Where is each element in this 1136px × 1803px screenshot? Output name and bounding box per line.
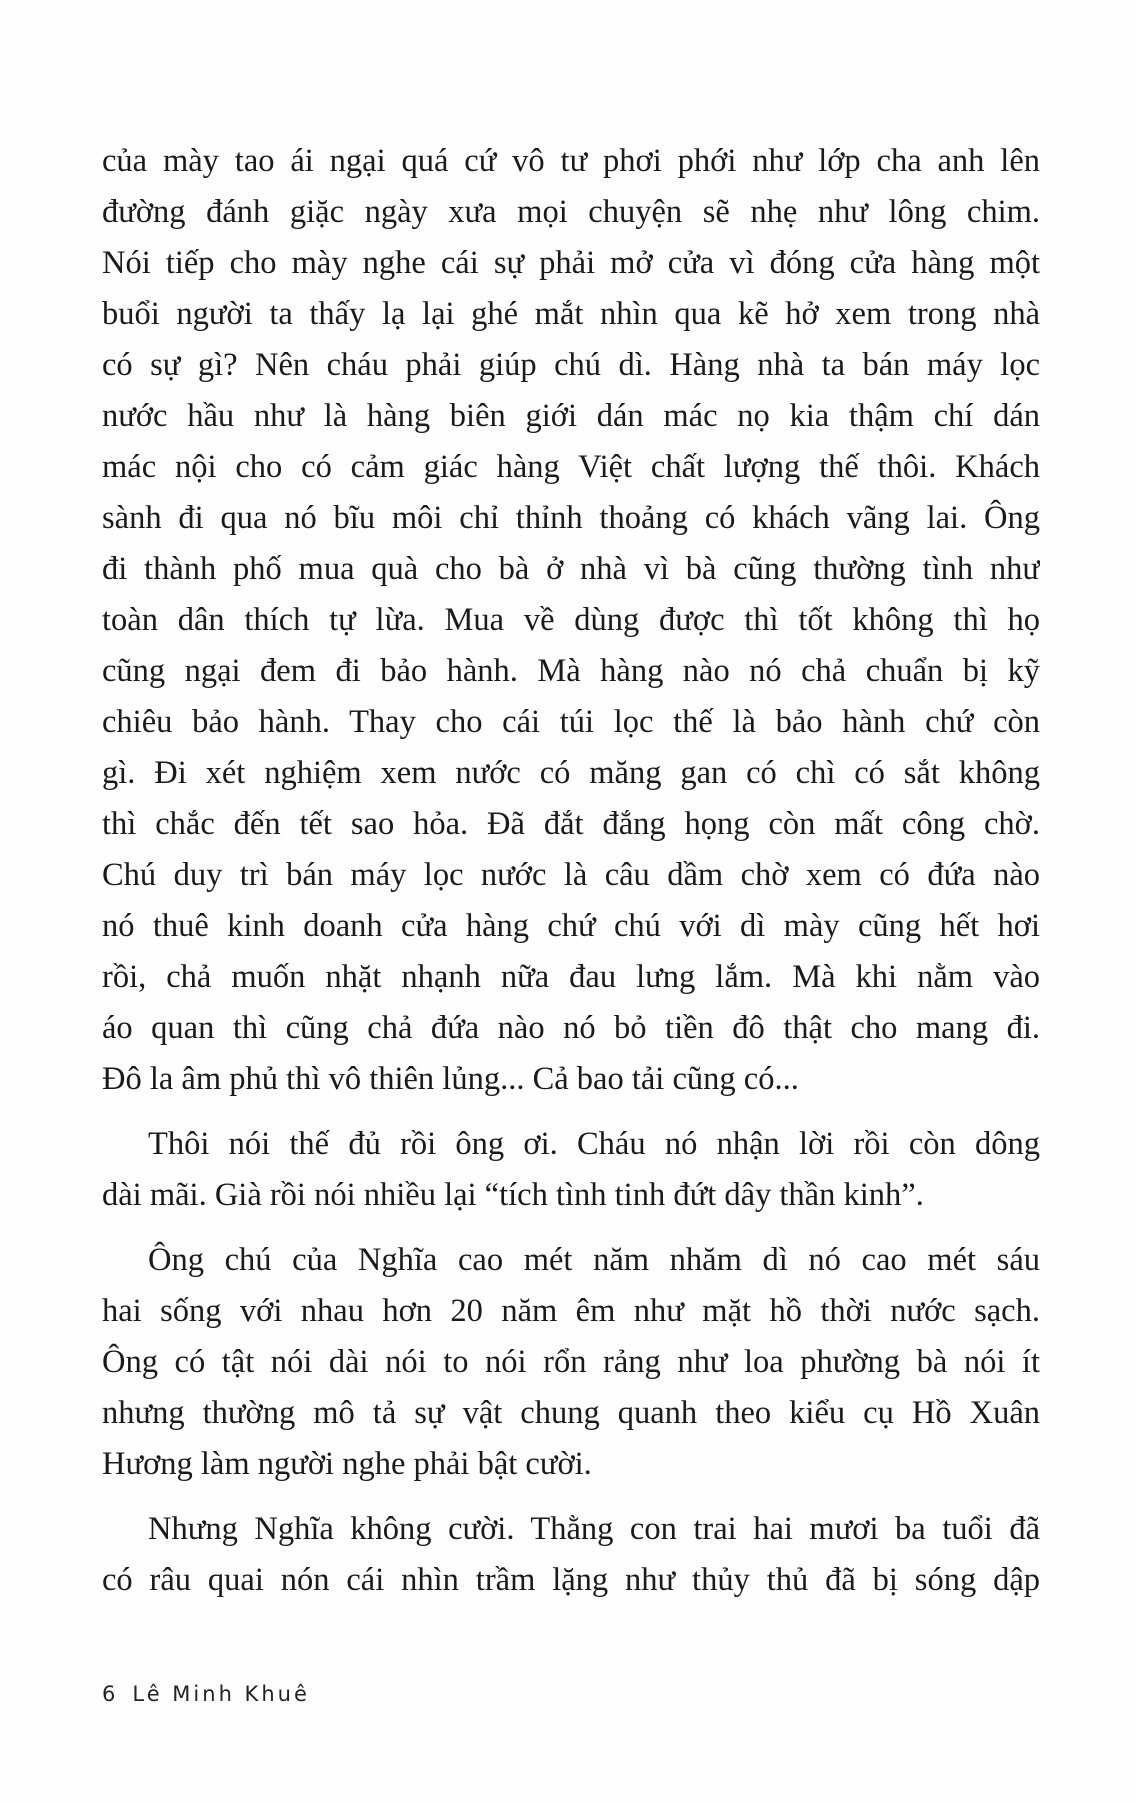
text-line: hai sống với nhau hơn 20 năm êm như mặt hồ thời nước sạch.	[102, 1293, 1040, 1329]
text-line: Thôi nói thế đủ rồi ông ơi. Cháu nó nhận lời rồi còn dông	[148, 1126, 1040, 1162]
text-line: Đô la âm phủ thì vô thiên lủng... Cả bao tải cũng có...	[102, 1061, 799, 1097]
paragraph	[102, 1119, 1040, 1221]
text-line: đi thành phố mua quà cho bà ở nhà vì bà cũng thường tình như	[102, 551, 1040, 587]
text-line: Hương làm người nghe phải bật cười.	[102, 1446, 592, 1482]
text-line: thì chắc đến tết sao hỏa. Đã đắt đắng họng còn mất công chờ.	[102, 806, 1040, 842]
paragraph	[102, 1235, 1040, 1490]
text-line: của mày tao ái ngại quá cứ vô tư phơi phới như lớp cha anh lên	[102, 143, 1040, 179]
text-line: có râu quai nón cái nhìn trầm lặng như thủy thủ đã bị sóng dập	[102, 1562, 1040, 1598]
author-name: Lê Minh Khuê	[132, 1682, 310, 1706]
text-line: Chú duy trì bán máy lọc nước là câu dầm chờ xem có đứa nào	[102, 857, 1040, 893]
text-line: Nói tiếp cho mày nghe cái sự phải mở cửa vì đóng cửa hàng một	[102, 245, 1040, 281]
text-line: gì. Đi xét nghiệm xem nước có măng gan có chì có sắt không	[102, 755, 1040, 791]
text-line: nhưng thường mô tả sự vật chung quanh theo kiểu cụ Hồ Xuân	[102, 1395, 1040, 1431]
text-line: nước hầu như là hàng biên giới dán mác nọ kia thậm chí dán	[102, 398, 1040, 434]
page-footer	[102, 1682, 324, 1706]
text-line: Nhưng Nghĩa không cười. Thằng con trai hai mươi ba tuổi đã	[148, 1511, 1040, 1547]
paragraph	[102, 136, 1040, 1105]
text-line: buổi người ta thấy lạ lại ghé mắt nhìn qua kẽ hở xem trong nhà	[102, 296, 1040, 332]
text-line: dài mãi. Già rồi nói nhiều lại “tích tình tinh đứt dây thần kinh”.	[102, 1177, 924, 1213]
text-line: chiêu bảo hành. Thay cho cái túi lọc thế là bảo hành chứ còn	[102, 704, 1040, 740]
body-text	[102, 136, 1040, 1620]
text-line: Ông có tật nói dài nói to nói rổn rảng như loa phường bà nói ít	[102, 1344, 1040, 1380]
text-line: áo quan thì cũng chả đứa nào nó bỏ tiền đô thật cho mang đi.	[102, 1010, 1040, 1046]
text-line: đường đánh giặc ngày xưa mọi chuyện sẽ nhẹ như lông chim.	[102, 194, 1040, 230]
text-line: rồi, chả muốn nhặt nhạnh nữa đau lưng lắm. Mà khi nằm vào	[102, 959, 1040, 995]
text-line: nó thuê kinh doanh cửa hàng chứ chú với dì mày cũng hết hơi	[102, 908, 1040, 944]
text-line: có sự gì? Nên cháu phải giúp chú dì. Hàng nhà ta bán máy lọc	[102, 347, 1040, 383]
text-line: toàn dân thích tự lừa. Mua về dùng được thì tốt không thì họ	[102, 602, 1040, 638]
text-line: mác nội cho có cảm giác hàng Việt chất lượng thế thôi. Khách	[102, 449, 1040, 485]
text-line: Ông chú của Nghĩa cao mét năm nhăm dì nó cao mét sáu	[148, 1242, 1040, 1278]
text-line: sành đi qua nó bĩu môi chỉ thỉnh thoảng có khách vãng lai. Ông	[102, 500, 1040, 536]
page-number: 6	[102, 1682, 119, 1706]
paragraph	[102, 1504, 1040, 1606]
text-line: cũng ngại đem đi bảo hành. Mà hàng nào nó chả chuẩn bị kỹ	[102, 653, 1040, 689]
